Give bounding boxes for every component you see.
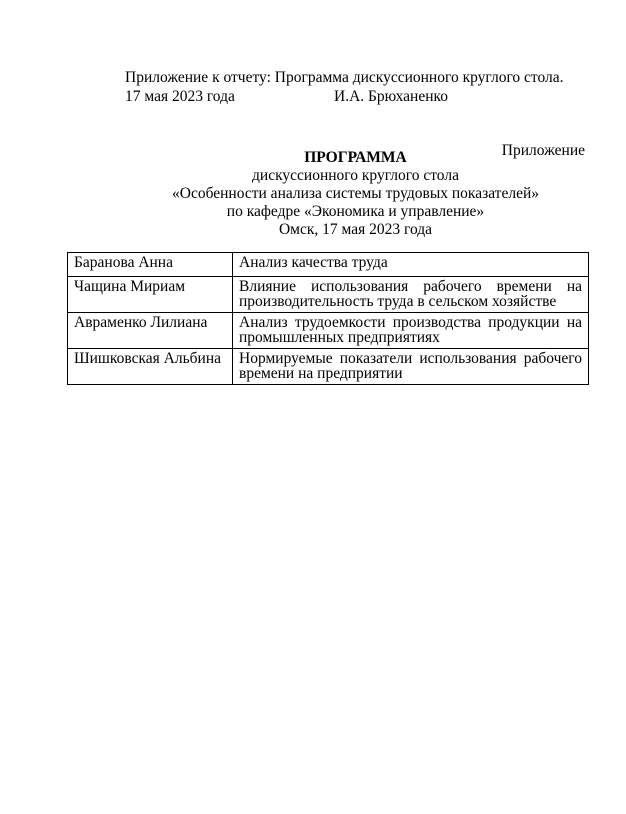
topic-cell: Анализ трудоемкости производства продукции на промышленных предприятиях [233, 313, 589, 349]
table-row [68, 349, 589, 385]
table-row [68, 277, 589, 313]
program-subtitle-department: по кафедре «Экономика и управление» [226, 203, 485, 220]
speaker-cell: Баранова Анна [68, 253, 233, 277]
topic-cell: Влияние использования рабочего времени на производительность труда в сельском хозяйстве [233, 277, 589, 313]
topic-cell: Анализ качества труда [233, 253, 589, 277]
table-row [68, 253, 589, 277]
program-subtitle-theme: «Особенности анализа системы трудовых показателей» [172, 185, 539, 202]
speaker-cell: Шишковская Альбина [68, 349, 233, 385]
program-subtitle-place-date: Омск, 17 мая 2023 года [278, 221, 433, 238]
table-row [68, 313, 589, 349]
annex-label: Приложение [501, 141, 585, 159]
document-date: 17 мая 2023 года [125, 88, 235, 105]
speaker-cell: Чащина Мириам [68, 277, 233, 313]
author-name: И.А. Брюханенко [334, 88, 449, 105]
program-subtitle-event: дискуссионного круглого стола [252, 167, 459, 184]
title-block [125, 149, 586, 239]
speaker-cell: Авраменко Лилиана [68, 313, 233, 349]
report-annex-header: Приложение к отчету: Программа дискуссионного круглого стола. [125, 68, 564, 86]
topic-cell: Нормируемые показатели использования рабочего времени на предприятии [233, 349, 589, 385]
date-author-row [125, 88, 592, 106]
program-title: ПРОГРАММА [304, 149, 407, 166]
program-table [67, 252, 589, 385]
